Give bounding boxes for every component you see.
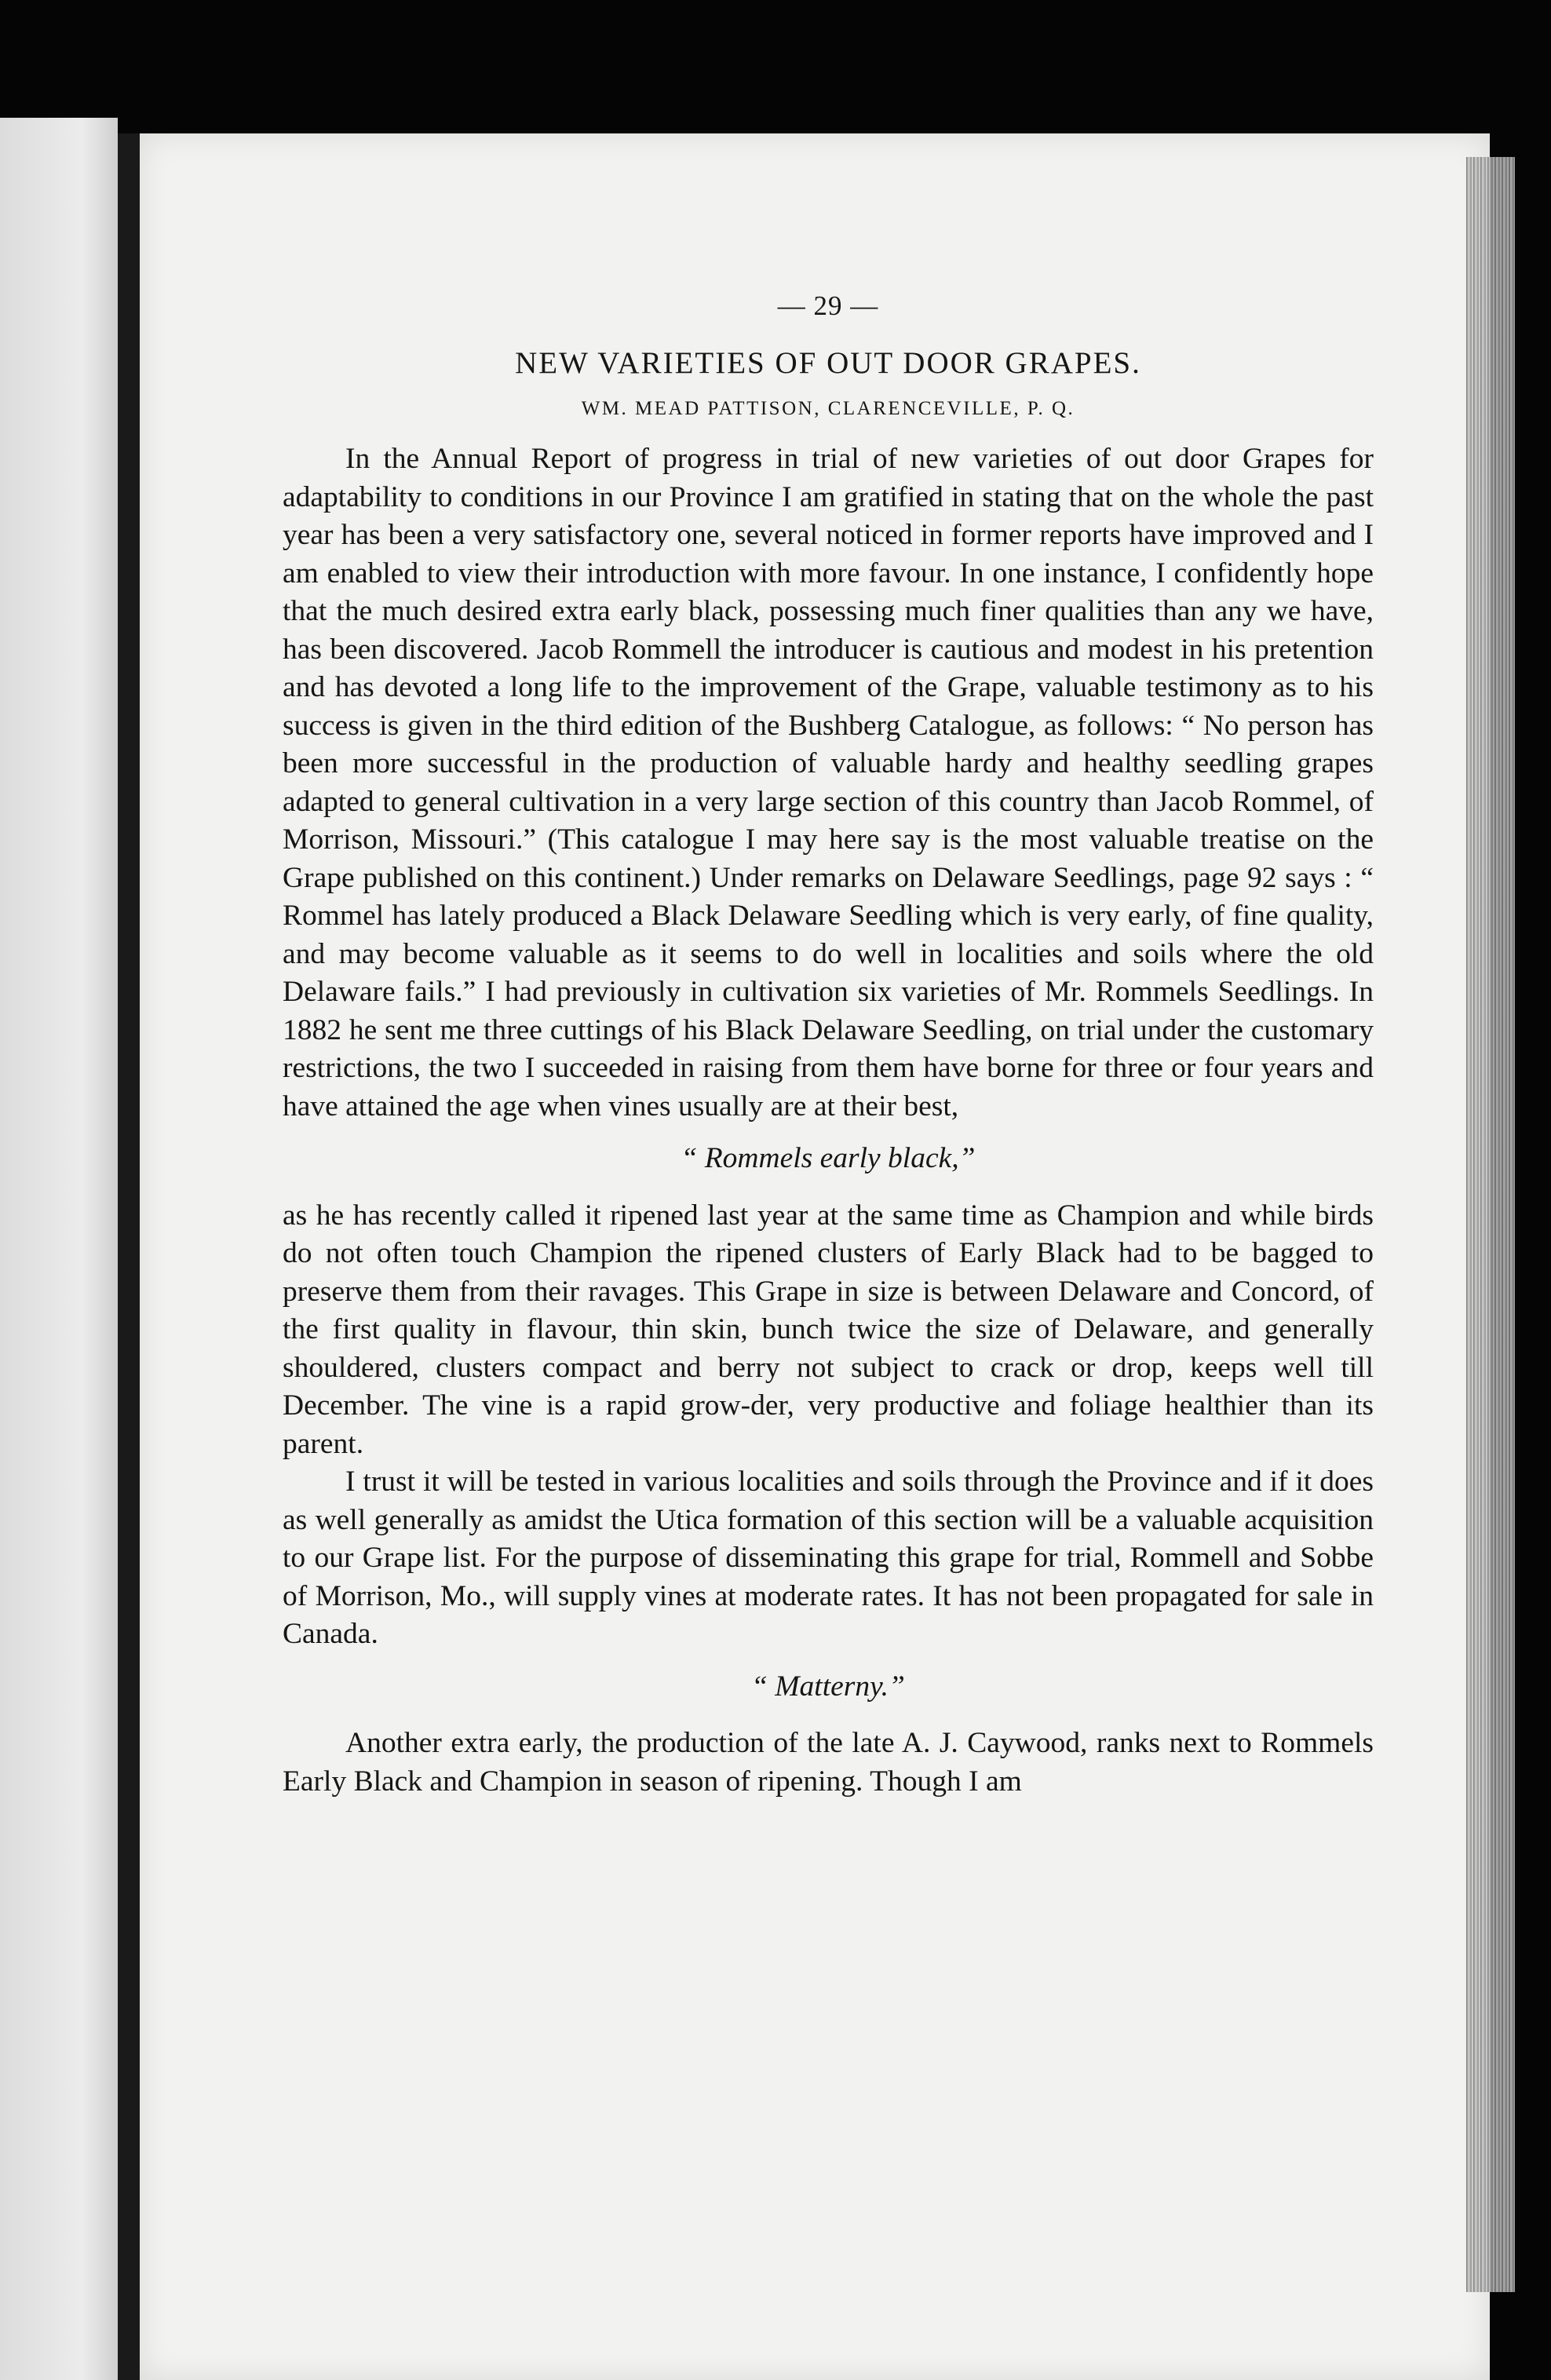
page-stack-edge [1466,157,1515,2292]
body-paragraph-3: I trust it will be tested in various localities and soils through the Province and if it does as well generally as amidst the Utica formation of this section will be a valuable acquisition to our Grape list. For the purpose of disseminating this grape for trial, Rommell and Sobbe of Morrison, Mo., will supply vines at moderate rates. It has not been propagated for sale in Canada. [283,1466,1374,1650]
variety-heading-matterny: “ Matterny.” [751,1670,905,1703]
page-content [283,290,1374,1801]
book-gutter [118,133,141,2380]
variety-heading-rommels: “ Rommels early black,” [681,1142,976,1174]
article-title: NEW VARIETIES OF OUT DOOR GRAPES. [515,346,1141,380]
body-paragraph-1: In the Annual Report of progress in trial of new varieties of out door Grapes for adaptability to conditions in our Province I am gratified in stating that on the whole the past year has been a very satisfactory one, several noticed in former reports have improved and I am enabled to view their introduction with more favour. In one instance, I confidently hope that the much desired extra early black, possessing much finer qualities than any we have, has been discovered. Jacob Rommell the introducer is cautious and modest in his pretention and has devoted a long life to the improvement of the Grape, valuable testimony as to his success is given in the third edition of the Bushberg Catalogue, as follows: “ No person has been more successful in the production of valuable hardy and healthy seedling grapes adapted to general cultivation in a very large section of this country than Jacob Rommel, of Morrison, Missouri.” (This catalogue I may here say is the most valuable treatise on the Grape published on this continent.) Under remarks on Delaware Seedlings, page 92 says : “ Rommel has lately produced a Black Delaware Seedling which is very early, of fine quality, and may become valuable as it seems to do well in localities and soils where the old Delaware fails.” I had previously in cultivation six varieties of Mr. Rommels Seedlings. In 1882 he sent me three cuttings of his Black Delaware Seedling, on trial under the customary restrictions, the two I succeeded in raising from them have borne for three or four years and have attained the age when vines usually are at their best, [283,443,1374,1122]
page-number: — 29 — [777,290,879,321]
body-paragraph-2: as he has recently called it ripened last year at the same time as Champion and while birds do not often touch Champion the ripened clusters of Early Black had to be bagged to preserve them from their ravages. This Grape in size is between Delaware and Concord, of the first quality in flavour, thin skin, bunch twice the size of Delaware, and generally shouldered, clusters compact and berry not subject to crack or drop, keeps well till December. The vine is a rapid grow-der, very productive and foliage healthier than its parent. [283,1199,1374,1460]
author-byline: WM. MEAD PATTISON, CLARENCEVILLE, P. Q. [581,398,1075,419]
left-page-edge [0,118,118,2380]
body-paragraph-4: Another extra early, the production of the late A. J. Caywood, ranks next to Rommels Early Black and Champion in season of ripening. Though I am [283,1727,1374,1798]
